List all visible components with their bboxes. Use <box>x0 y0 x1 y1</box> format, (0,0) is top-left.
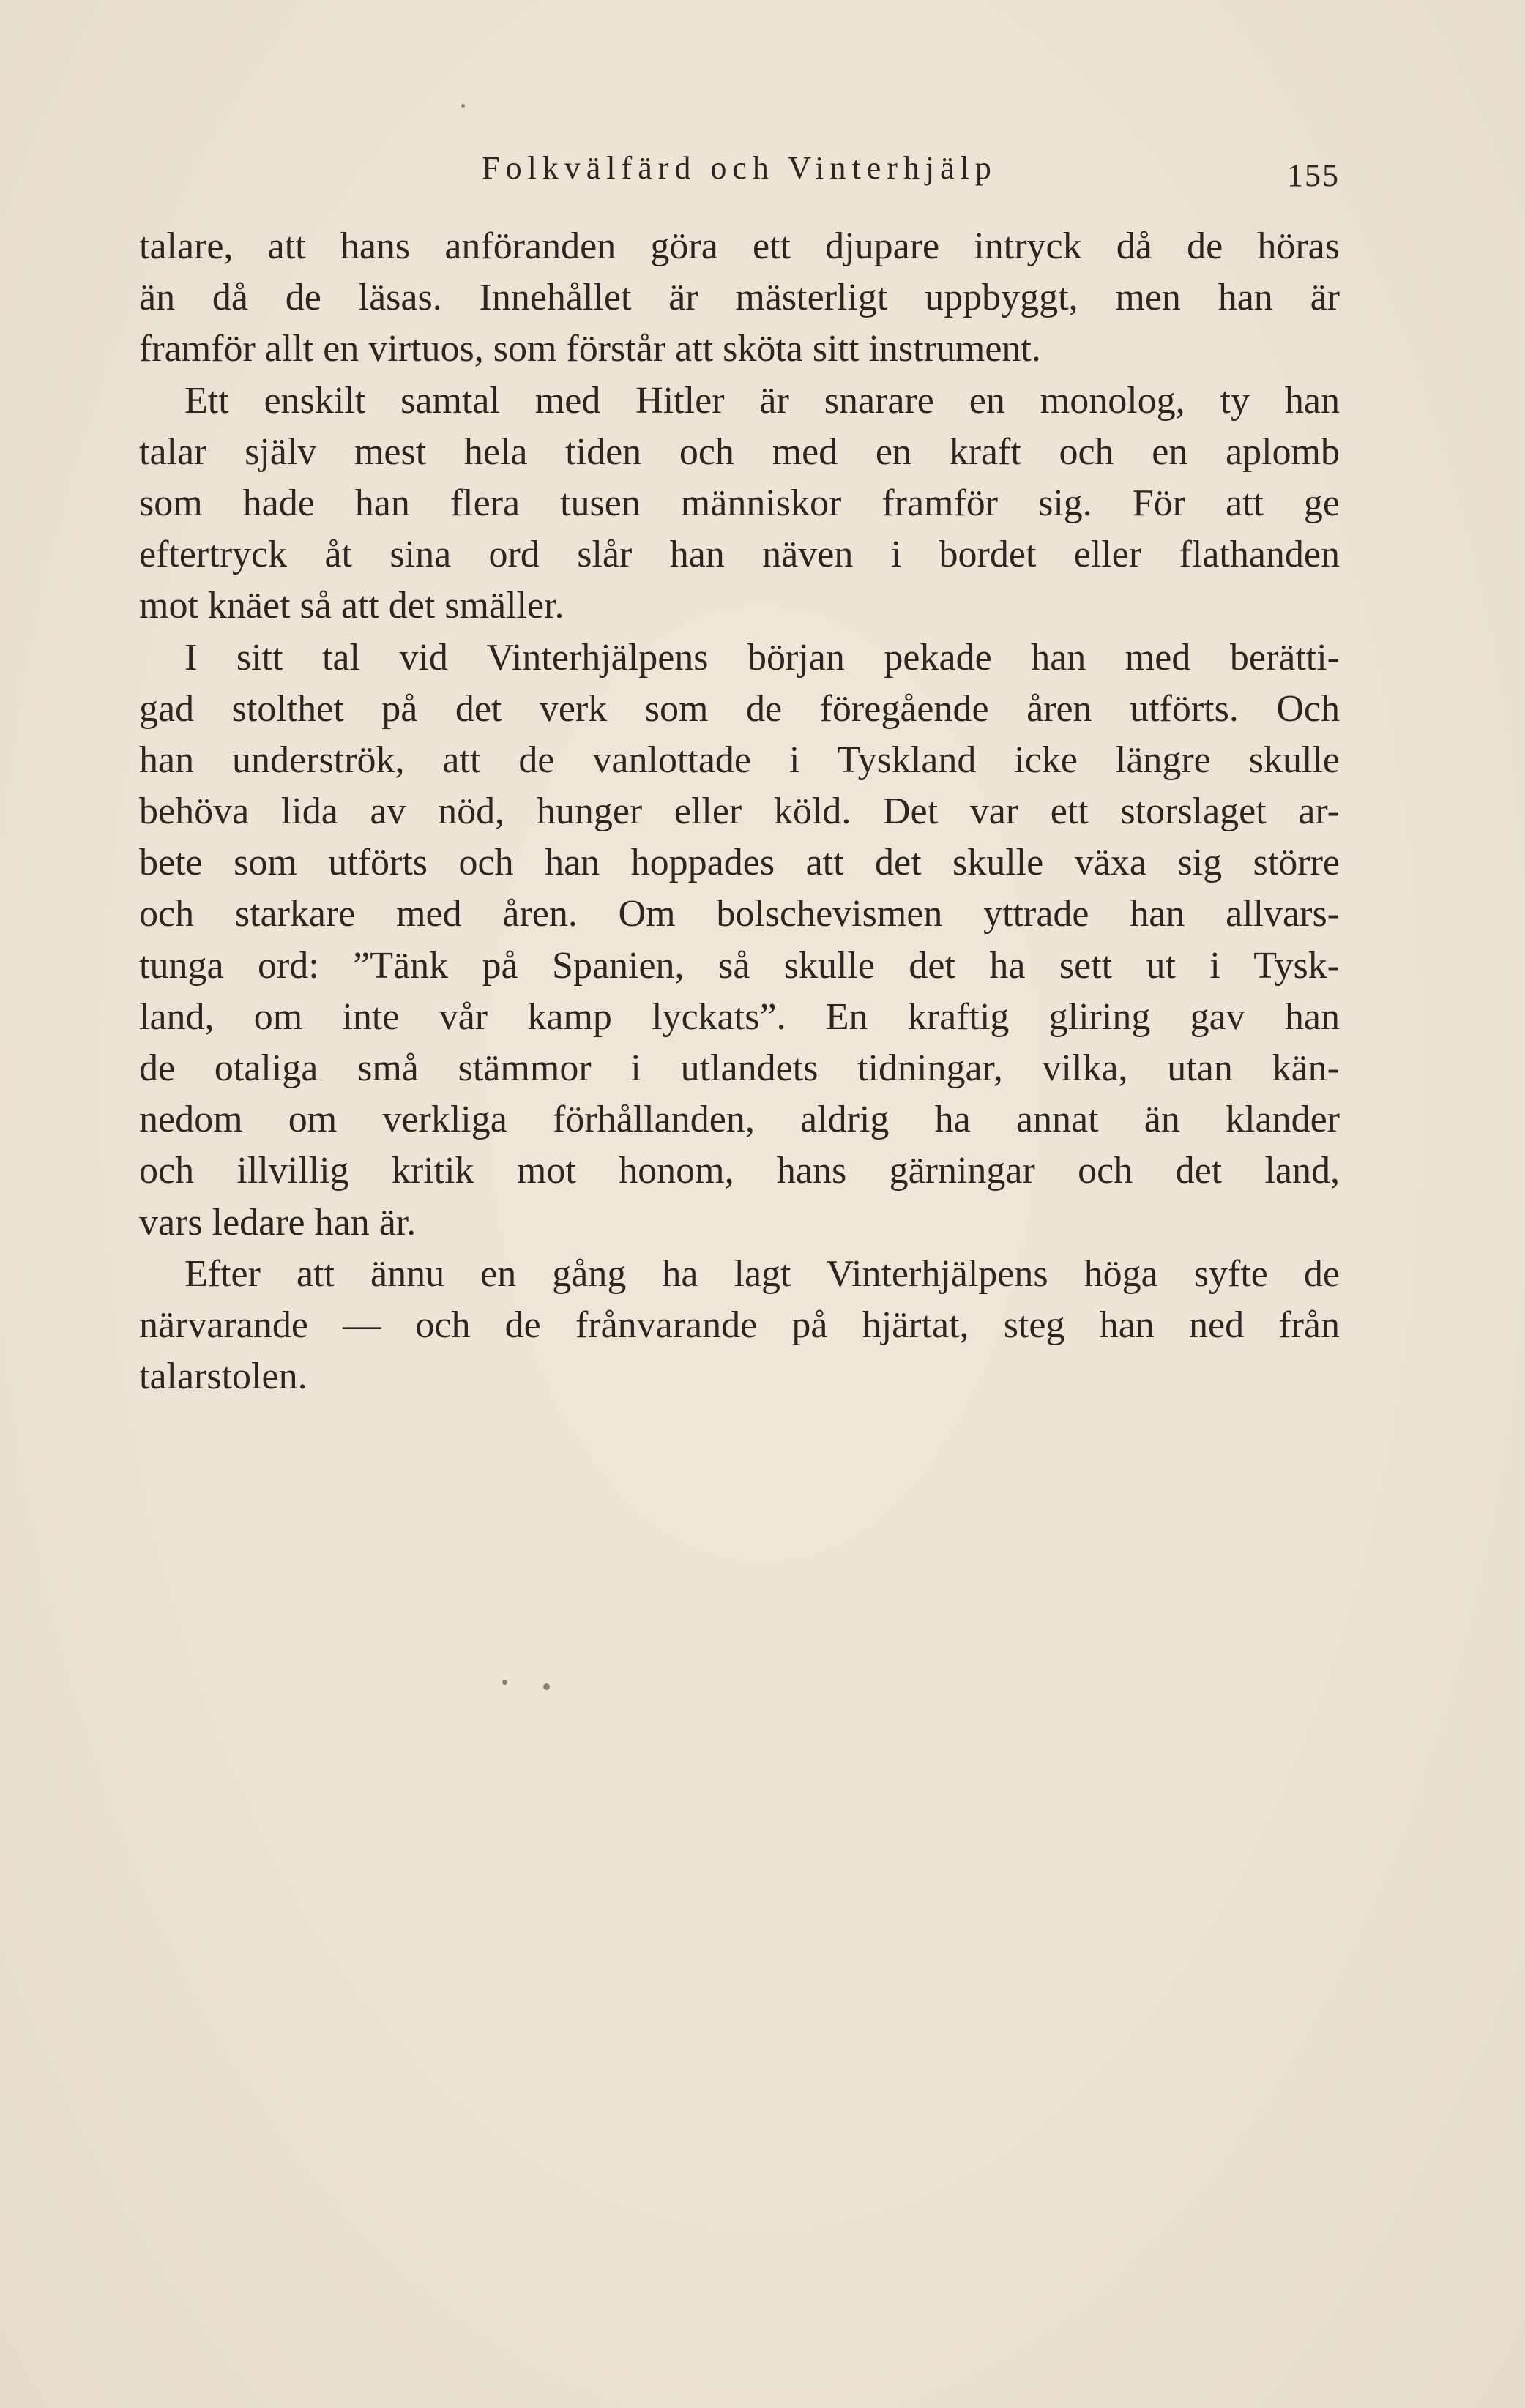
text-line: de otaliga små stämmor i utlandets tidningar, vilka, utan kän- <box>139 1047 1340 1089</box>
text-line: talar själv mest hela tiden och med en kraft och en aplomb <box>139 430 1340 473</box>
text-line: eftertryck åt sina ord slår han näven i bordet eller flathanden <box>139 534 1340 576</box>
text-line: talarstolen. <box>139 1356 307 1398</box>
running-head <box>139 146 1340 193</box>
text-line: nedom om verkliga förhållanden, aldrig ha annat än klander <box>139 1099 1340 1141</box>
running-title: Folkvälfärd och Vinterhjälp <box>482 150 997 186</box>
text-line: och starkare med åren. Om bolschevismen yttrade han allvars- <box>139 893 1340 935</box>
text-line: bete som utförts och han hoppades att det skulle växa sig större <box>139 842 1340 884</box>
paper-speck <box>543 1683 550 1690</box>
text-line: vars ledare han är. <box>139 1201 417 1244</box>
text-line: gad stolthet på det verk som de föregående åren utförts. Och <box>139 687 1340 730</box>
text-line: framför allt en virtuos, som förstår att sköta sitt instrument. <box>139 328 1041 370</box>
paper-speck <box>461 104 465 108</box>
paragraph-first-line: I sitt tal vid Vinterhjälpens början pekade han med berätti- <box>184 636 1340 678</box>
paper-speck <box>502 1680 507 1685</box>
text-line: han underströk, att de vanlottade i Tyskland icke längre skulle <box>139 739 1340 781</box>
paragraph-first-line: Efter att ännu en gång ha lagt Vinterhjälpens höga syfte de <box>184 1252 1340 1295</box>
text-line: tunga ord: ”Tänk på Spanien, så skulle det ha sett ut i Tysk- <box>139 944 1340 987</box>
text-line: mot knäet så att det smäller. <box>139 585 564 627</box>
text-line: än då de läsas. Innehållet är mästerligt uppbyggt, men han är <box>139 277 1340 319</box>
text-line: som hade han flera tusen människor framför sig. För att ge <box>139 482 1340 524</box>
text-line: och illvillig kritik mot honom, hans gärningar och det land, <box>139 1150 1340 1192</box>
text-line: behöva lida av nöd, hunger eller köld. Det var ett storslaget ar- <box>139 790 1340 833</box>
page-number: 155 <box>1287 157 1340 193</box>
text-line: land, om inte vår kamp lyckats”. En kraftig gliring gav han <box>139 995 1340 1038</box>
paragraph-first-line: Ett enskilt samtal med Hitler är snarare en monolog, ty han <box>184 379 1340 422</box>
body-text <box>139 221 1340 1402</box>
text-line: närvarande — och de frånvarande på hjärtat, steg han ned från <box>139 1304 1340 1346</box>
text-line: talare, att hans anföranden göra ett djupare intryck då de höras <box>139 225 1340 267</box>
